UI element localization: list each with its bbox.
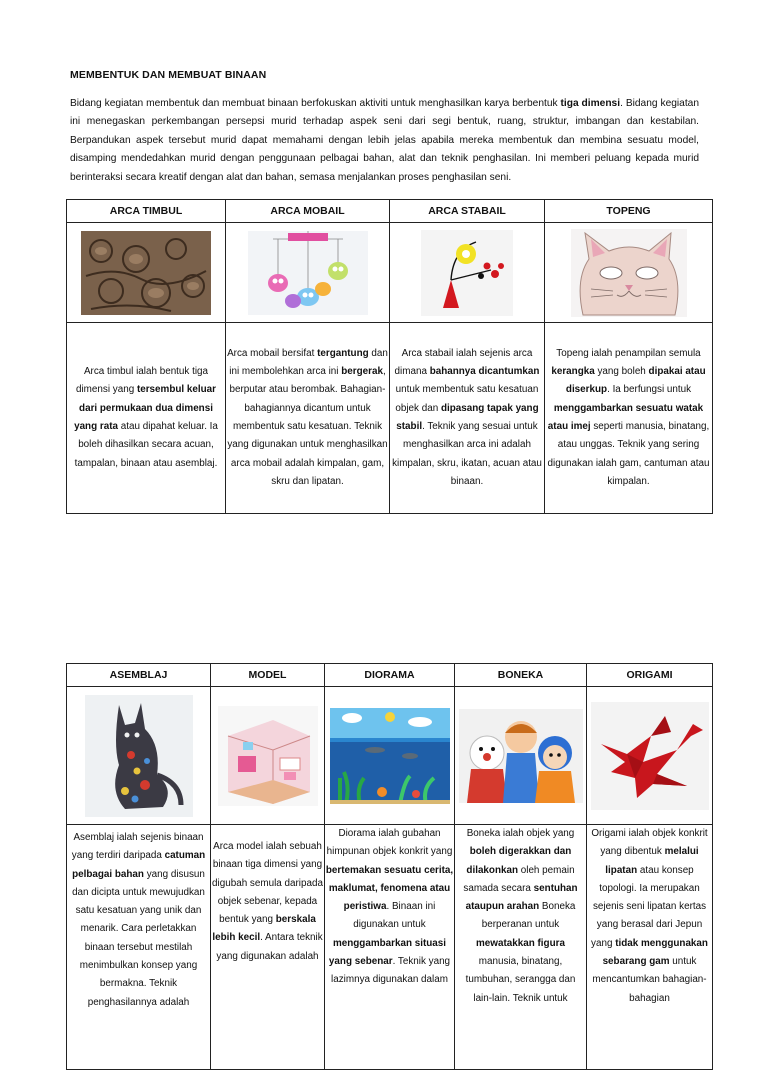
header-arca-stabail: ARCA STABAIL xyxy=(390,200,545,223)
text-run: yang boleh xyxy=(594,366,649,378)
header-model: MODEL xyxy=(211,664,325,687)
text-run: Arca stabail ialah sejenis arca dimana xyxy=(394,347,533,378)
text-run: dan ini membolehkan arca ini xyxy=(229,347,388,378)
header-asemblaj: ASEMBLAJ xyxy=(67,664,211,687)
desc-arca-timbul xyxy=(67,323,226,514)
bold-run: bahannya dicantumkan xyxy=(429,366,540,378)
hanging-mobile-image xyxy=(248,231,368,315)
image-cell xyxy=(67,223,226,323)
text-run: atau dipahat keluar. Ia boleh dihasilkan secara acuan, tampalan, binaan atau asemblaj. xyxy=(74,421,218,469)
table-header-row xyxy=(67,664,713,687)
text-run: oleh pemain samada secara xyxy=(463,864,575,894)
text-run: atau konsep topologi. Ia merupakan sejenis seni lipatan kertas yang berasal dari Jepun yang xyxy=(591,864,707,949)
intro-text-2: . Bidang kegiatan ini menegaskan perkembangan persepsi murid terhadap aspek seni dari segi bentuk, ruang, struktur, imbangan dan kestabilan. Berpandukan aspek tersebut murid dapat memahami dengan lebih jelas apabila mereka membentuk dan membina sesuatu model, disamping mendedahkan murid dengan penggunaan pelbagai bahan, alat dan teknik penghasilan. Ini memberi peluang kepada murid berinteraksi secara kreatif dengan alat dan bahan, semasa menjalankan proses penghasilan seni. xyxy=(70,98,699,183)
bold-run: melalui lipatan xyxy=(605,846,699,876)
table-image-row xyxy=(67,223,713,323)
image-cell xyxy=(390,223,545,323)
bold-run: tidak menggunakan sebarang gam xyxy=(602,937,708,968)
text-run: Topeng ialah penampilan semula xyxy=(556,347,701,359)
text-run: Boneka berperanan untuk xyxy=(481,901,576,931)
text-run: seperti manusia, binatang, atau unggas. Teknik yang sering digunakan ialah gam, cantuman atau kimpalan. xyxy=(547,421,710,487)
desc-origami xyxy=(587,825,713,1070)
image-cell xyxy=(545,223,713,323)
text-run: . Ia berfungsi untuk xyxy=(607,384,692,396)
art-types-table-1 xyxy=(66,199,713,514)
desc-topeng xyxy=(545,323,713,514)
image-cell xyxy=(325,687,455,825)
desc-boneka xyxy=(455,825,587,1070)
bold-run: catuman pelbagai bahan xyxy=(72,850,206,880)
bold-run: sentuhan ataupun arahan xyxy=(465,882,578,913)
bold-run: kerangka xyxy=(551,366,595,378)
desc-asemblaj xyxy=(67,825,211,1070)
section-heading: MEMBENTUK DAN MEMBUAT BINAAN xyxy=(70,69,267,81)
text-run: manusia, binatang, tumbuhan, serangga dan lain-lain. Teknik untuk xyxy=(465,956,576,1004)
relief-carving-image xyxy=(81,231,211,315)
bold-run: mewatakkan figura xyxy=(476,937,565,949)
text-run: . Binaan ini digunakan untuk xyxy=(353,901,436,931)
bold-run: berskala lebih kecil xyxy=(212,914,316,944)
hand-puppets-image xyxy=(459,709,583,803)
text-run: Asemblaj ialah sejenis binaan yang terdiri daripada xyxy=(71,832,204,862)
table-description-row xyxy=(67,825,713,1070)
text-run: yang disusun dan dicipta untuk mewujudkan satu kesatuan yang unik dan menarik. Cara perletakkan binaan tersebut mestilah menimbulkan konsep yang bermakna. Teknik penghasilannya adalah xyxy=(72,868,205,1008)
image-cell xyxy=(455,687,587,825)
image-cell xyxy=(211,687,325,825)
text-run: . Teknik yang lazimnya digunakan dalam xyxy=(331,956,451,986)
header-arca-mobail: ARCA MOBAIL xyxy=(226,200,390,223)
desc-model xyxy=(211,825,325,1070)
cat-mask-image xyxy=(571,229,687,317)
assemblage-cat-image xyxy=(85,695,193,817)
text-run: untuk membentuk satu kesatuan objek dan xyxy=(395,384,539,414)
miniature-room-image xyxy=(218,706,318,806)
table-header-row xyxy=(67,200,713,223)
header-origami: ORIGAMI xyxy=(587,664,713,687)
text-run: Arca timbul ialah bentuk tiga dimensi yang xyxy=(76,366,209,396)
header-topeng: TOPENG xyxy=(545,200,713,223)
desc-arca-stabail xyxy=(390,323,545,514)
text-run: untuk mencantumkan bahagian-bahagian xyxy=(592,956,707,1004)
text-run: , berputar atau berombak. Bahagian-bahagiannya dicantum untuk membentuk satu kesatuan. Teknik yang digunakan untuk menghasilkan arca mobail adalah kimpalan, gam, skru dan lipatan. xyxy=(227,366,388,487)
text-run: Arca mobail bersifat xyxy=(227,347,318,359)
image-cell xyxy=(587,687,713,825)
bold-run: dipakai atau diserkup xyxy=(565,366,706,396)
header-diorama: DIORAMA xyxy=(325,664,455,687)
desc-arca-mobail xyxy=(226,323,390,514)
desc-diorama xyxy=(325,825,455,1070)
bold-run: tergantung xyxy=(317,347,369,359)
art-types-table-2 xyxy=(66,663,713,1070)
intro-text-1: Bidang kegiatan membentuk dan membuat binaan berfokuskan aktiviti untuk menghasilkan karya berbentuk xyxy=(70,98,561,109)
origami-dragon-image xyxy=(591,702,709,810)
intro-paragraph xyxy=(70,95,699,187)
stabile-sculpture-image xyxy=(421,230,513,316)
image-cell xyxy=(67,687,211,825)
bold-run: dipasang tapak yang stabil xyxy=(396,402,539,432)
image-cell xyxy=(226,223,390,323)
text-run: . Antara teknik yang digunakan adalah xyxy=(216,932,323,962)
header-arca-timbul: ARCA TIMBUL xyxy=(67,200,226,223)
diorama-sea-image xyxy=(330,708,450,804)
text-run: Diorama ialah gubahan himpunan objek konkrit yang xyxy=(326,828,453,858)
bold-run: menggambarkan sesuatu watak atau imej xyxy=(547,402,704,432)
bold-run: menggambarkan situasi yang sebenar xyxy=(328,937,447,968)
bold-run: tersembul keluar dari permukaan dua dimensi yang rata xyxy=(74,384,216,432)
bold-run: boleh digerakkan dan dilakonkan xyxy=(466,846,572,876)
table-image-row xyxy=(67,687,713,825)
text-run: Origami ialah objek konkrit yang dibentuk xyxy=(591,828,708,858)
bold-run: bergerak xyxy=(341,366,383,378)
table-description-row xyxy=(67,323,713,514)
text-run: . Teknik yang sesuai untuk menghasilkan arca ini adalah kimpalan, skru, ikatan, acuan atau binaan. xyxy=(392,421,542,487)
intro-bold: tiga dimensi xyxy=(560,98,621,109)
text-run: Boneka ialah objek yang xyxy=(466,828,575,839)
bold-run: bertemakan sesuatu cerita, maklumat, fenomena atau peristiwa xyxy=(325,864,454,913)
text-run: Arca model ialah sebuah binaan tiga dimensi yang digubah semula daripada objek sebenar, kepada bentuk yang xyxy=(212,841,323,926)
header-boneka: BONEKA xyxy=(455,664,587,687)
